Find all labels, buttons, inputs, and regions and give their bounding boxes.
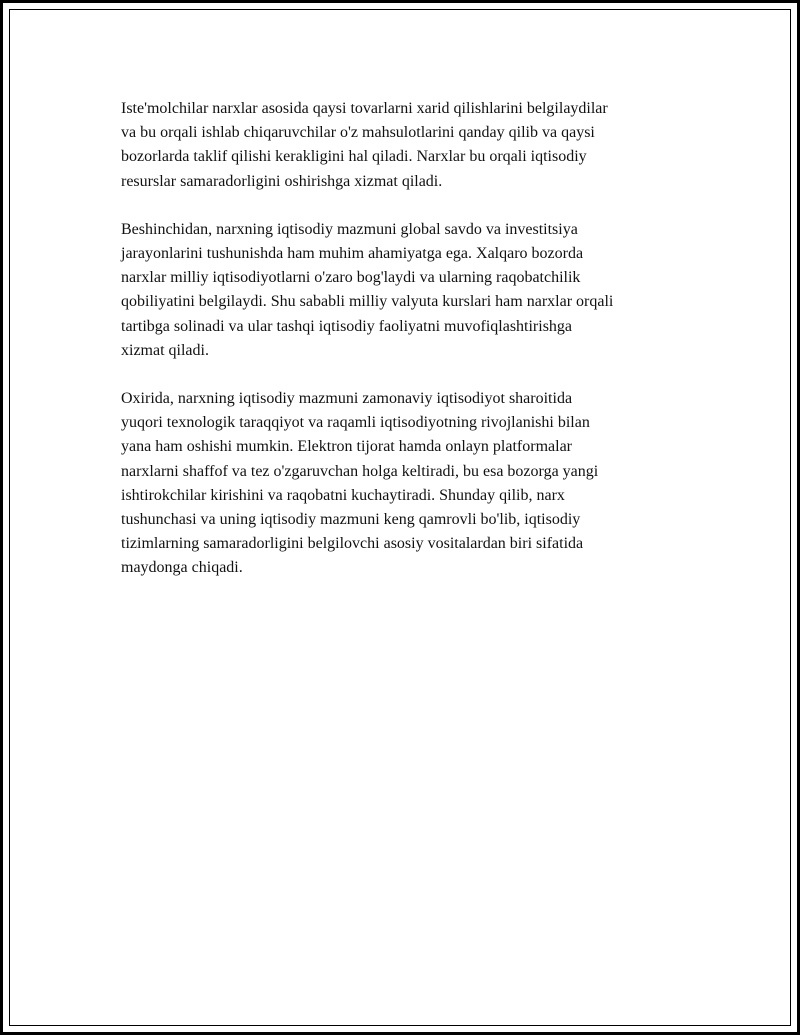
text-line: maydonga chiqadi. [121,559,243,577]
text-line: tushunchasi va uning iqtisodiy mazmuni keng qamrovli bo'lib, iqtisodiy [121,511,581,529]
text-line: qobiliyatini belgilaydi. Shu sababli milliy valyuta kurslari ham narxlar orqali [121,293,614,311]
text-line: tartibga solinadi va ular tashqi iqtisodiy faoliyatni muvofiqlashtirishga [121,317,573,335]
text-line: Oxirida, narxning iqtisodiy mazmuni zamonaviy iqtisodiyot sharoitida [121,390,573,408]
text-line: tizimlarning samaradorligini belgilovchi asosiy vositalardan biri sifatida [121,535,584,553]
paragraph-3 [121,387,701,581]
text-line: resurslar samaradorligini oshirishga xizmat qiladi. [121,172,443,190]
text-line: xizmat qiladi. [121,341,209,359]
text-line: va bu orqali ishlab chiqaruvchilar o'z mahsulotlarini qanday qilib va qaysi [121,124,595,142]
paragraph-1 [121,97,701,194]
text-line: Iste'molchilar narxlar asosida qaysi tovarlarni xarid qilishlarini belgilaydilar [121,100,608,117]
paragraph-2 [121,218,701,363]
text-line: narxlar milliy iqtisodiyotlarni o'zaro bog'laydi va ularning raqobatchilik [121,269,581,287]
text-line: bozorlarda taklif qilishi kerakligini hal qiladi. Narxlar bu orqali iqtisodiy [121,148,587,166]
text-line: narxlarni shaffof va tez o'zgaruvchan holga keltiradi, bu esa bozorga yangi [121,462,599,480]
text-line: jarayonlarini tushunishda ham muhim ahamiyatga ega. Xalqaro bozorda [121,245,584,263]
text-line: Beshinchidan, narxning iqtisodiy mazmuni global savdo va investitsiya [121,220,578,238]
text-line: yuqori texnologik taraqqiyot va raqamli iqtisodiyotning rivojlanishi bilan [121,414,590,432]
document-body [121,97,701,605]
text-line: ishtirokchilar kirishini va raqobatni kuchaytiradi. Shunday qilib, narx [121,486,565,504]
text-line: yana ham oshishi mumkin. Elektron tijorat hamda onlayn platformalar [121,438,572,456]
